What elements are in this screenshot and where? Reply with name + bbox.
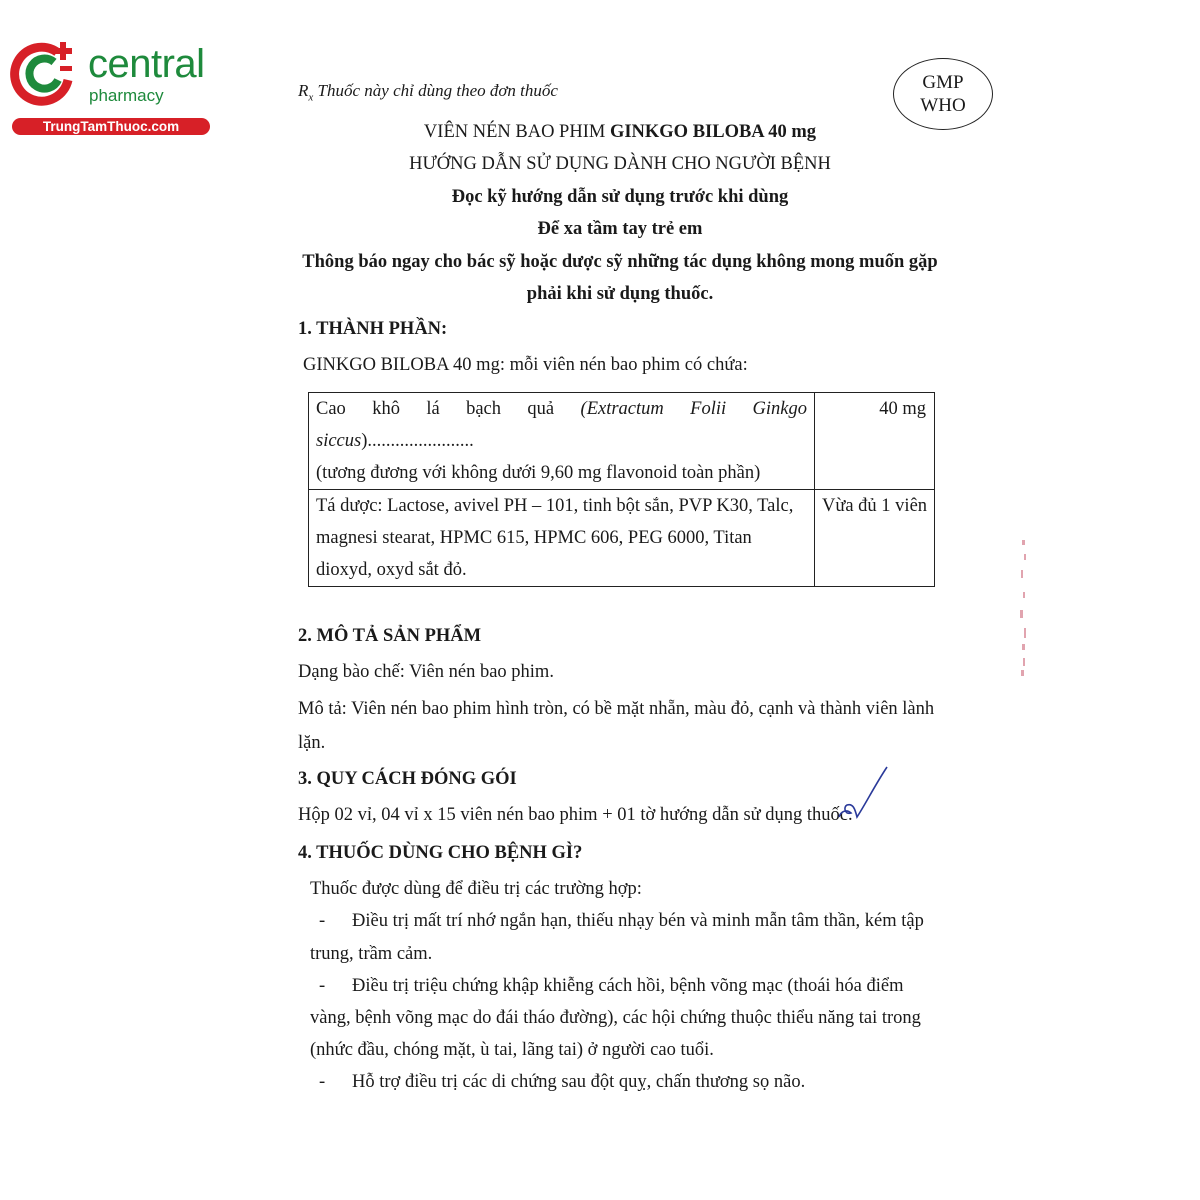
active-ingredient-amount: 40 mg bbox=[815, 393, 935, 490]
rx-sub: x bbox=[308, 91, 314, 104]
dots: )....................... bbox=[361, 431, 474, 451]
signature-initial-icon bbox=[835, 765, 890, 825]
central-pharmacy-logo-icon bbox=[10, 38, 80, 108]
composition-intro: GINKGO BILOBA 40 mg: mỗi viên nén bao phim có chứa: bbox=[303, 355, 748, 375]
word: bạch bbox=[466, 399, 502, 419]
rx-text: Thuốc này chỉ dùng theo đơn thuốc bbox=[313, 81, 558, 100]
rx-symbol: R bbox=[298, 81, 309, 100]
product-description-line1: Mô tả: Viên nén bao phim hình tròn, có bề mặt nhẵn, màu đỏ, cạnh và thành viên lành bbox=[298, 699, 935, 719]
side-effect-notice-line2: phải khi sử dụng thuốc. bbox=[526, 284, 714, 304]
indication-2-line3: (nhức đầu, chóng mặt, ù tai, lãng tai) ở người cao tuổi. bbox=[310, 1040, 714, 1060]
word: Cao bbox=[316, 399, 346, 419]
bullet: - bbox=[319, 911, 326, 931]
bullet: - bbox=[319, 1072, 326, 1092]
logo-website-badge: TrungTamThuoc.com bbox=[12, 118, 210, 135]
section-2-heading: 2. MÔ TẢ SẢN PHẨM bbox=[298, 626, 482, 646]
table-row bbox=[309, 393, 935, 490]
indication-2-line1: Điều trị triệu chứng khập khiễng cách hồi, bệnh võng mạc (thoái hóa điểm bbox=[352, 976, 904, 996]
section-1-heading: 1. THÀNH PHẦN: bbox=[298, 319, 448, 339]
word: (Extractum bbox=[580, 399, 664, 419]
active-ingredient-line2 bbox=[316, 431, 474, 451]
bullet: - bbox=[319, 976, 326, 996]
product-title bbox=[260, 122, 980, 143]
logo-brand-sub: pharmacy bbox=[89, 86, 164, 105]
packaging-text: Hộp 02 vỉ, 04 vỉ x 15 viên nén bao phim + 01 tờ hướng dẫn sử dụng thuốc. bbox=[298, 805, 853, 825]
word: quả bbox=[527, 399, 555, 419]
product-description-line2: lặn. bbox=[298, 733, 326, 753]
composition-table bbox=[308, 392, 935, 587]
product-title-prefix: VIÊN NÉN BAO PHIM bbox=[423, 122, 610, 142]
active-ingredient-line1 bbox=[316, 393, 807, 425]
leaflet-subtitle: HƯỚNG DẪN SỬ DỤNG DÀNH CHO NGƯỜI BỆNH bbox=[409, 154, 831, 174]
excipients-cell bbox=[309, 490, 815, 587]
indication-1-line1: Điều trị mất trí nhớ ngắn hạn, thiếu nhạy bén và minh mẫn tâm thần, kém tập bbox=[352, 911, 924, 931]
logo-brand-name: central bbox=[88, 42, 205, 86]
table-row bbox=[309, 490, 935, 587]
excipients-line2: magnesi stearat, HPMC 615, HPMC 606, PEG 6000, Titan bbox=[316, 528, 752, 548]
indication-1-line2: trung, trầm cảm. bbox=[310, 944, 433, 964]
section-4-heading: 4. THUỐC DÙNG CHO BỆNH GÌ? bbox=[298, 843, 583, 863]
read-instructions-warning: Đọc kỹ hướng dẫn sử dụng trước khi dùng bbox=[451, 187, 789, 207]
active-ingredient-equivalence: (tương đương với không dưới 9,60 mg flavonoid toàn phần) bbox=[316, 463, 761, 483]
keep-away-children-warning: Để xa tầm tay trẻ em bbox=[537, 219, 703, 239]
margin-stamp-marks bbox=[1012, 540, 1032, 680]
word: Ginkgo bbox=[752, 399, 807, 419]
who-label: WHO bbox=[920, 95, 966, 116]
word: lá bbox=[426, 399, 440, 419]
excipients-amount: Vừa đủ 1 viên bbox=[815, 490, 935, 587]
word: Folii bbox=[690, 399, 727, 419]
dosage-form: Dạng bào chế: Viên nén bao phim. bbox=[298, 662, 554, 682]
gmp-who-badge bbox=[893, 58, 993, 130]
word: khô bbox=[372, 399, 400, 419]
indications-intro: Thuốc được dùng để điều trị các trường hợp: bbox=[310, 879, 642, 899]
gmp-label: GMP bbox=[922, 71, 964, 93]
excipients-line3: dioxyd, oxyd sắt đỏ. bbox=[316, 560, 467, 580]
side-effect-notice-line1: Thông báo ngay cho bác sỹ hoặc dược sỹ những tác dụng không mong muốn gặp bbox=[302, 252, 938, 272]
active-ingredient-cell bbox=[309, 393, 815, 490]
prescription-notice bbox=[298, 81, 558, 103]
product-title-name: GINKGO BILOBA 40 mg bbox=[609, 122, 817, 142]
indication-3-line1: Hỗ trợ điều trị các di chứng sau đột quỵ, chấn thương sọ não. bbox=[352, 1072, 806, 1092]
indication-2-line2: vàng, bệnh võng mạc do đái tháo đường), các hội chứng thuộc thiểu năng tai trong bbox=[310, 1008, 921, 1028]
excipients-line1: Tá dược: Lactose, avivel PH – 101, tinh bột sắn, PVP K30, Talc, bbox=[316, 496, 794, 516]
section-3-heading: 3. QUY CÁCH ĐÓNG GÓI bbox=[298, 769, 517, 789]
latin-word: siccus bbox=[316, 431, 362, 451]
